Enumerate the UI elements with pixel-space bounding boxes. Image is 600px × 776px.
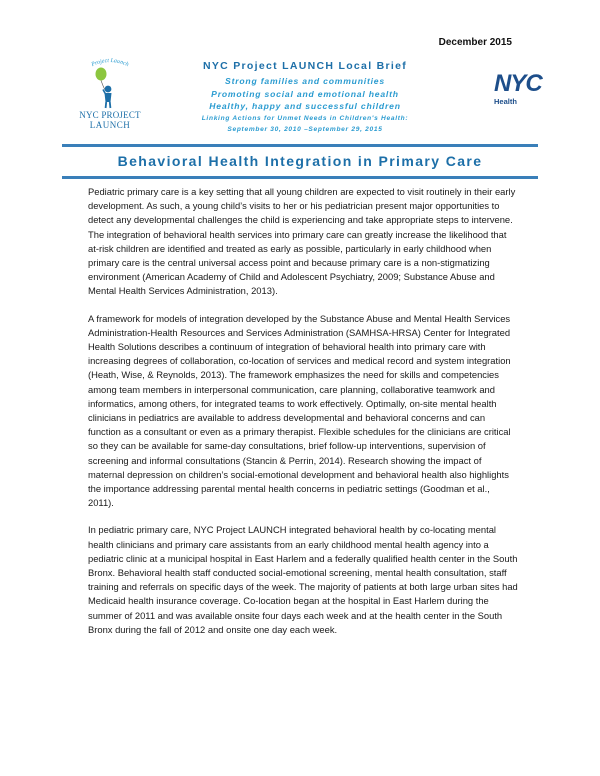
paragraph-2: A framework for models of integration developed by the Substance Abuse and Mental Health Services Administration-Health Resources and Services Administration (SAMHSA-HRSA) Center for Integrated Health Solutions describes a continuum of integration of behavioral health into primary care with increasing degrees of collaboration, co-location of services and medical record and system integration (Heath, Wise, & Reynolds, 2013). The framework emphasizes the need for skills and competencies among team members in interpersonal communication, care planning, collaborative teamwork and informatics, among others, for integrated teams to work effectively. Optimally, on-site mental health clinicians in pediatrics are available to address developmental and behavioral concerns and can function as a consultant or even as a primary therapist. Flexible schedules for the clinicians are critical so they can be available for same-day consultations, brief follow-up interventions, supervision of screening and informal consultations (Stancin & Perrin, 2014). Research showing the impact of maternal depression on children’s social-emotional development and behavioral health also highlights the importance addressing parental mental health concerns in pediatric settings (Goodman et al., 2011).: [88, 312, 511, 509]
tagline-3: Healthy, happy and successful children: [209, 101, 401, 111]
tagline-1: Strong families and communities: [225, 76, 385, 86]
logo-line-1: NYC PROJECT: [79, 110, 141, 120]
nyc-logo-subtitle: Health: [494, 97, 517, 106]
nyc-health-logo: [494, 70, 542, 108]
balloon-child-icon: [72, 52, 148, 110]
tagline-2: Promoting social and emotional health: [211, 88, 399, 99]
linking-actions-line: Linking Actions for Unmet Needs in Children's Health:: [201, 114, 409, 122]
project-launch-logo: [72, 52, 148, 134]
logo-arc-text: Project Launch: [90, 57, 130, 69]
svg-text:Project Launch: [90, 58, 130, 69]
brief-header: [160, 60, 450, 135]
logo-line-2: LAUNCH: [89, 120, 131, 130]
paragraph-1: Pediatric primary care is a key setting that all young children are expected to visit routinely in their early development. As such, a young child’s visits to her or his pediatrician present major opportunities to detect any developmental challenges the child is experiencing and take appropriate steps to intervene. The integration of behavioral health services into primary care can greatly increase the likelihood that at-risk children are identified and treated as early as possible, particularly in early childhood when primary care is the central universal access point and because primary care is a non-stigmatizing environment (American Academy of Child and Adolescent Psychiatry, 2009; Substance Abuse and Mental Health Services Administration, 2013).: [88, 186, 516, 297]
paragraph-3: In pediatric primary care, NYC Project LAUNCH integrated behavioral health by co-locating mental health clinicians and primary care assistants from an early childhood mental health agency into a pediatric clinic at a municipal hospital in East Harlem and a federally qualified health center in the South Bronx. Behavioral health staff conducted social-emotional screening, mental health consultation, staff training and referrals on specific days of the week. The majority of patients at both large urban sites had Medicaid health insurance coverage. Co-location began at the hospital in East Harlem during the summer of 2011 and was available onsite four days each week and at the health center in the South Bronx during the fall of 2012 and onsite one day each week.: [88, 524, 518, 635]
brief-title: NYC Project LAUNCH Local Brief: [202, 60, 408, 72]
top-divider: [62, 144, 538, 147]
title-divider: [62, 176, 538, 179]
date-label: December 2015: [438, 37, 512, 48]
body-text: [88, 185, 518, 650]
nyc-logo-mark: NYC: [494, 70, 542, 97]
document-title: Behavioral Health Integration in Primary Care: [117, 153, 483, 169]
grant-period-line: September 30, 2010 –September 29, 2015: [227, 125, 383, 133]
